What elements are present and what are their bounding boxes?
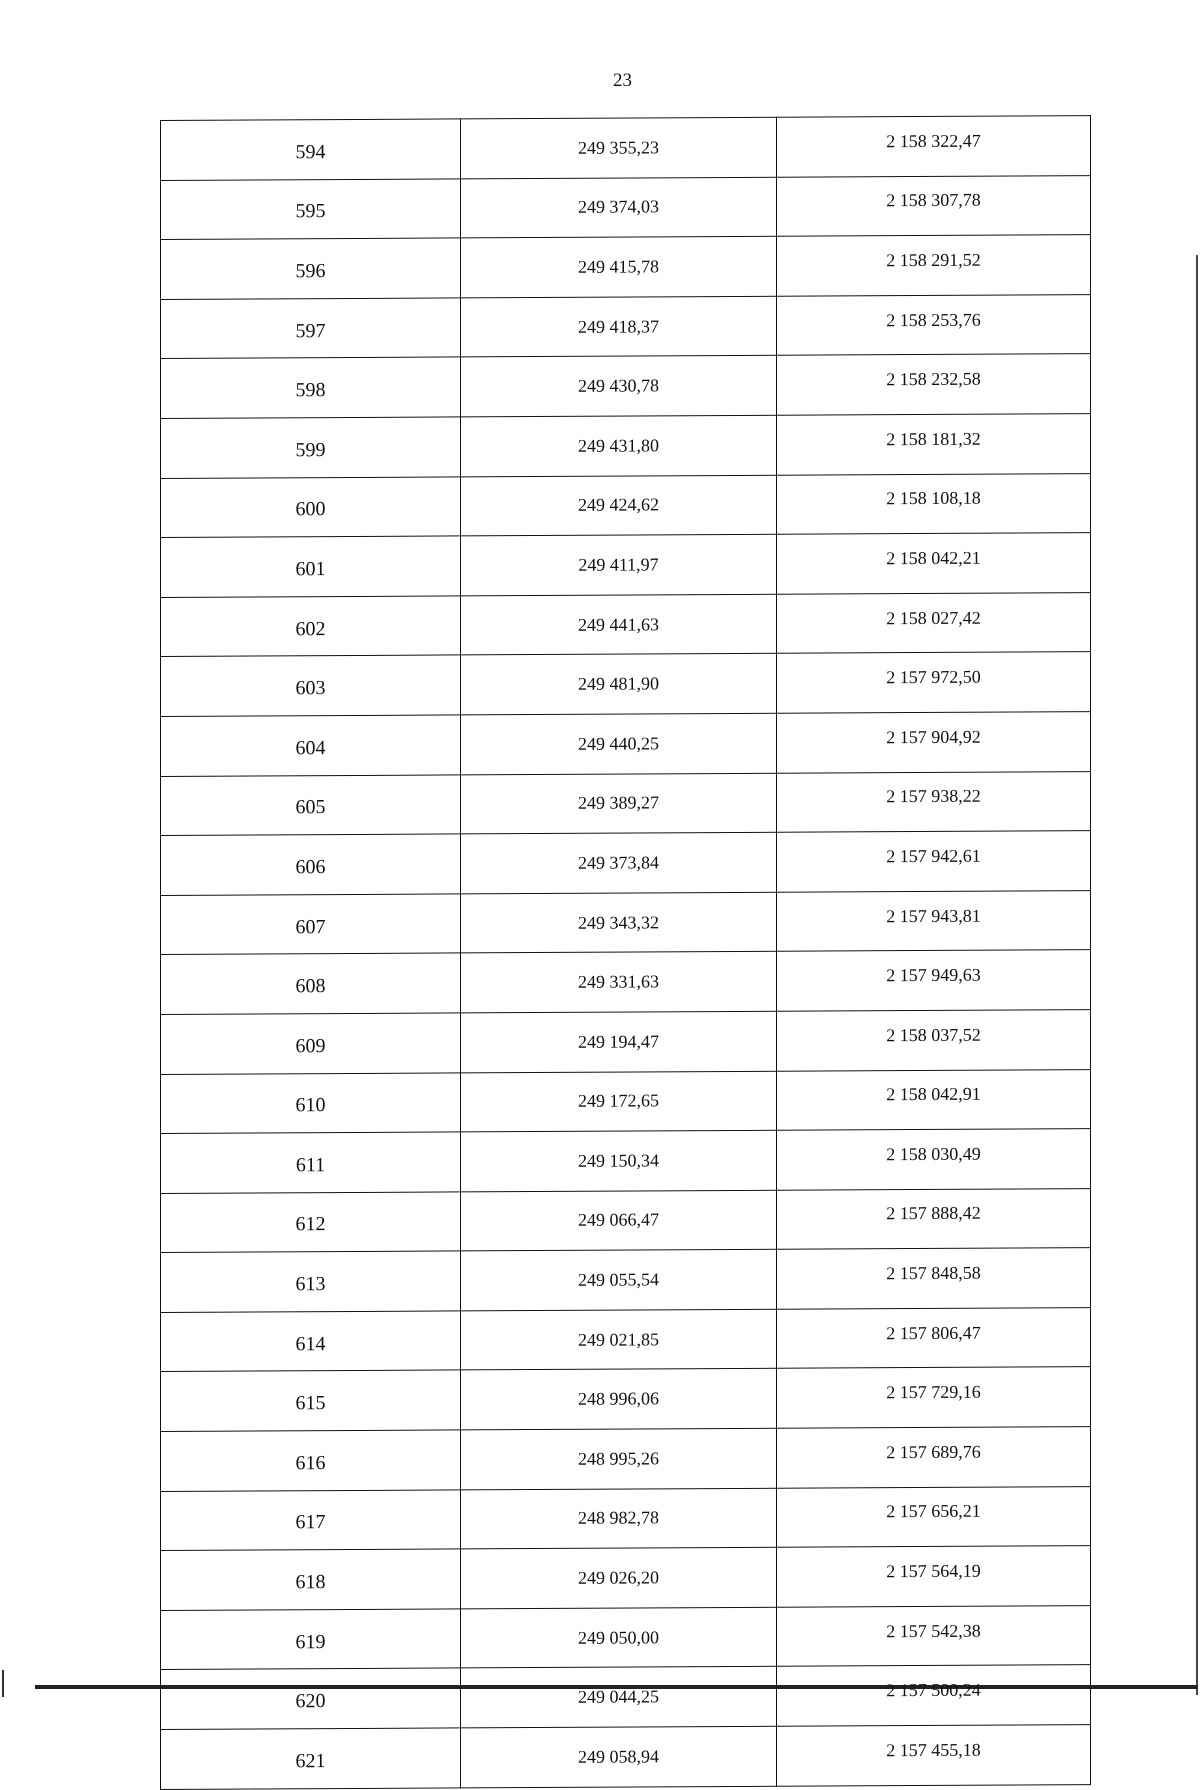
scan-edge-right (1196, 255, 1198, 1695)
point-number-cell: 597 (161, 298, 461, 359)
table-row (161, 712, 1091, 776)
table-row (161, 890, 1091, 954)
y-coordinate-cell: 2 157 500,24 (777, 1665, 1091, 1726)
point-number-cell: 601 (161, 536, 461, 597)
x-coordinate-cell: 249 441,63 (461, 594, 777, 655)
y-coordinate-cell: 2 158 232,58 (777, 354, 1091, 415)
y-coordinate-cell: 2 157 888,42 (777, 1188, 1091, 1249)
y-coordinate-cell: 2 157 455,18 (777, 1725, 1091, 1786)
point-number-cell: 612 (161, 1192, 461, 1253)
y-coordinate-cell: 2 157 848,58 (777, 1248, 1091, 1309)
table-row (161, 235, 1091, 299)
point-number-cell: 621 (161, 1728, 461, 1789)
y-coordinate-cell: 2 157 564,19 (777, 1546, 1091, 1607)
point-number-cell: 616 (161, 1430, 461, 1491)
x-coordinate-cell: 249 374,03 (461, 177, 777, 238)
y-coordinate-cell: 2 158 253,76 (777, 294, 1091, 355)
point-number-cell: 595 (161, 179, 461, 240)
table-row (161, 473, 1091, 537)
table-row (161, 1248, 1091, 1312)
x-coordinate-cell: 249 058,94 (461, 1726, 777, 1787)
coordinates-table-wrapper (160, 115, 1090, 1789)
table-row (161, 1367, 1091, 1431)
point-number-cell: 608 (161, 953, 461, 1014)
point-number-cell: 619 (161, 1609, 461, 1670)
point-number-cell: 611 (161, 1132, 461, 1193)
table-row (161, 414, 1091, 478)
y-coordinate-cell: 2 158 027,42 (777, 592, 1091, 653)
point-number-cell: 603 (161, 655, 461, 716)
x-coordinate-cell: 249 389,27 (461, 773, 777, 834)
table-row (161, 652, 1091, 716)
x-coordinate-cell: 249 050,00 (461, 1607, 777, 1668)
table-row (161, 1665, 1091, 1729)
table-row (161, 1725, 1091, 1789)
table-row (161, 533, 1091, 597)
point-number-cell: 617 (161, 1490, 461, 1551)
x-coordinate-cell: 249 418,37 (461, 296, 777, 357)
x-coordinate-cell: 249 021,85 (461, 1309, 777, 1370)
table-row (161, 771, 1091, 835)
table-row (161, 831, 1091, 895)
point-number-cell: 615 (161, 1370, 461, 1431)
y-coordinate-cell: 2 157 806,47 (777, 1308, 1091, 1369)
coordinates-table (160, 115, 1091, 1789)
table-row (161, 1308, 1091, 1372)
point-number-cell: 618 (161, 1549, 461, 1610)
x-coordinate-cell: 249 343,32 (461, 892, 777, 953)
point-number-cell: 604 (161, 715, 461, 776)
y-coordinate-cell: 2 158 042,21 (777, 533, 1091, 594)
x-coordinate-cell: 249 373,84 (461, 832, 777, 893)
table-row (161, 175, 1091, 239)
y-coordinate-cell: 2 157 938,22 (777, 771, 1091, 832)
y-coordinate-cell: 2 158 181,32 (777, 414, 1091, 475)
table-row (161, 116, 1091, 180)
y-coordinate-cell: 2 157 656,21 (777, 1486, 1091, 1547)
y-coordinate-cell: 2 158 042,91 (777, 1069, 1091, 1130)
table-row (161, 1486, 1091, 1550)
point-number-cell: 600 (161, 476, 461, 537)
point-number-cell: 610 (161, 1072, 461, 1133)
point-number-cell: 594 (161, 119, 461, 180)
x-coordinate-cell: 249 415,78 (461, 236, 777, 297)
coordinates-table-body (161, 116, 1091, 1789)
point-number-cell: 620 (161, 1668, 461, 1729)
x-coordinate-cell: 249 355,23 (461, 117, 777, 178)
x-coordinate-cell: 248 995,26 (461, 1428, 777, 1489)
y-coordinate-cell: 2 158 322,47 (777, 116, 1091, 177)
point-number-cell: 606 (161, 834, 461, 895)
x-coordinate-cell: 249 055,54 (461, 1250, 777, 1311)
x-coordinate-cell: 248 982,78 (461, 1488, 777, 1549)
x-coordinate-cell: 249 431,80 (461, 415, 777, 476)
x-coordinate-cell: 249 411,97 (461, 534, 777, 595)
y-coordinate-cell: 2 157 942,61 (777, 831, 1091, 892)
table-row (161, 1069, 1091, 1133)
y-coordinate-cell: 2 158 291,52 (777, 235, 1091, 296)
point-number-cell: 605 (161, 774, 461, 835)
y-coordinate-cell: 2 157 943,81 (777, 890, 1091, 951)
y-coordinate-cell: 2 158 030,49 (777, 1129, 1091, 1190)
x-coordinate-cell: 249 424,62 (461, 475, 777, 536)
point-number-cell: 614 (161, 1311, 461, 1372)
y-coordinate-cell: 2 157 542,38 (777, 1605, 1091, 1666)
x-coordinate-cell: 249 481,90 (461, 654, 777, 715)
y-coordinate-cell: 2 157 904,92 (777, 712, 1091, 773)
table-row (161, 1605, 1091, 1669)
y-coordinate-cell: 2 158 108,18 (777, 473, 1091, 534)
table-row (161, 1427, 1091, 1491)
table-row (161, 592, 1091, 656)
table-row (161, 354, 1091, 418)
page-number: 23 (613, 70, 632, 91)
table-row (161, 1546, 1091, 1610)
x-coordinate-cell: 249 066,47 (461, 1190, 777, 1251)
x-coordinate-cell: 249 026,20 (461, 1548, 777, 1609)
x-coordinate-cell: 249 150,34 (461, 1130, 777, 1191)
x-coordinate-cell: 248 996,06 (461, 1369, 777, 1430)
point-number-cell: 596 (161, 238, 461, 299)
y-coordinate-cell: 2 157 729,16 (777, 1367, 1091, 1428)
y-coordinate-cell: 2 158 037,52 (777, 1010, 1091, 1071)
point-number-cell: 598 (161, 357, 461, 418)
point-number-cell: 609 (161, 1013, 461, 1074)
point-number-cell: 599 (161, 417, 461, 478)
x-coordinate-cell: 249 440,25 (461, 713, 777, 774)
table-row (161, 294, 1091, 358)
table-row (161, 1129, 1091, 1193)
y-coordinate-cell: 2 157 949,63 (777, 950, 1091, 1011)
x-coordinate-cell: 249 430,78 (461, 356, 777, 417)
y-coordinate-cell: 2 157 689,76 (777, 1427, 1091, 1488)
x-coordinate-cell: 249 331,63 (461, 952, 777, 1013)
y-coordinate-cell: 2 157 972,50 (777, 652, 1091, 713)
y-coordinate-cell: 2 158 307,78 (777, 175, 1091, 236)
point-number-cell: 602 (161, 596, 461, 657)
x-coordinate-cell: 249 194,47 (461, 1011, 777, 1072)
table-row (161, 1010, 1091, 1074)
x-coordinate-cell: 249 044,25 (461, 1667, 777, 1728)
table-row (161, 1188, 1091, 1252)
point-number-cell: 613 (161, 1251, 461, 1312)
table-row (161, 950, 1091, 1014)
point-number-cell: 607 (161, 894, 461, 955)
x-coordinate-cell: 249 172,65 (461, 1071, 777, 1132)
scan-edge-left (2, 1670, 4, 1697)
